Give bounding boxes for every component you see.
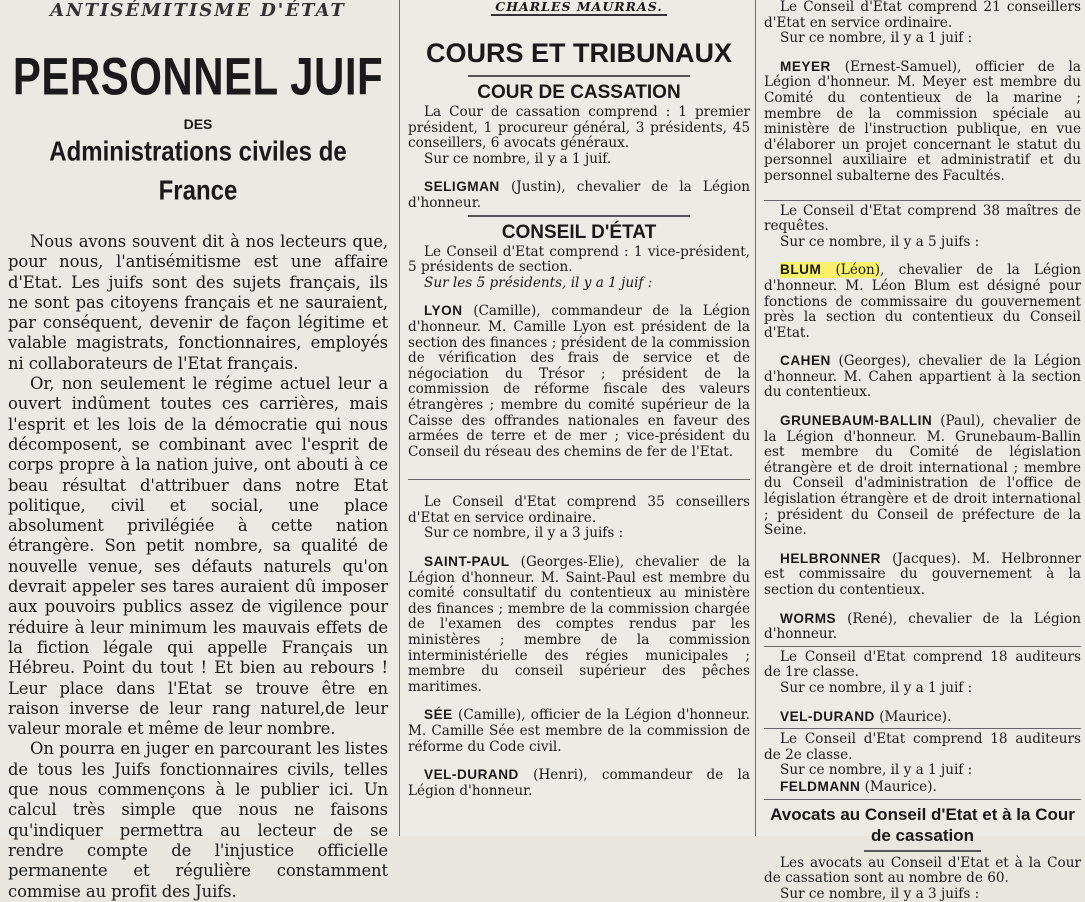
paragraph: Le Conseil d'Etat comprend : 1 vice-président, 5 présidents de section. — [408, 243, 750, 276]
section-heading: COURS ET TRIBUNAUX — [425, 38, 732, 68]
entry-name: BLUM — [780, 262, 822, 278]
spacer — [764, 599, 1081, 611]
entry-text: (Jacques). M. Helbronner est commissaire du gouvernement à la section du contentieux. — [764, 550, 1082, 598]
kicker: ANTISÉMITISME D'ÉTAT — [50, 0, 346, 21]
entry — [764, 779, 1081, 796]
entry-text: (Camille), commandeur de la Légion d'honneur. M. Camille Lyon est président de la section des finances ; président de la commission de vérification des frais de service et de négociation du Trésor ; président de la commission de réforme fiscale des valeurs étrangères ; membre du comité supérieur de la Caisse des offrandes nationales en faveur des armées de terre et de mer ; vice-président du Conseil du réseau des chemins de fer de l'Etat. — [408, 303, 750, 460]
spacer — [408, 167, 750, 179]
entry — [408, 303, 750, 460]
count-line: Sur les 5 présidents, il y a 1 juif : — [424, 274, 653, 291]
divider — [764, 728, 1081, 729]
entry-text: (Camille), officier de la Légion d'honneur. M. Camille Sée est membre de la commission de réforme du Code civil. — [408, 707, 750, 755]
count-line: Sur ce nombre, il y a 1 juif : — [780, 679, 973, 696]
entry-name: HELBRONNER — [780, 550, 881, 566]
entry-name: LYON — [424, 303, 463, 319]
entry — [764, 353, 1081, 401]
entry — [408, 767, 750, 799]
divider — [764, 799, 1081, 800]
entry — [764, 551, 1081, 599]
paragraph: La Cour de cassation comprend : 1 premier président, 1 procureur général, 3 présidents, 45 conseillers, 6 avocats généraux. — [408, 104, 750, 152]
spacer — [408, 291, 750, 303]
entry-name: FELDMANN — [780, 778, 861, 794]
entry-text: (Paul), chevalier de la Légion d'honneur. M. Grunebaum-Ballin est membre du Comité de législation étrangère et de droit international ; membre du Conseil d'administration de l'office de législation étrangère et de droit international ; président du Conseil de préfecture de la Seine. — [764, 413, 1081, 539]
count-line: Sur ce nombre, il y a 5 juifs : — [780, 233, 980, 250]
spacer — [764, 47, 1081, 59]
count-line: Sur ce nombre, il y a 1 juif : — [780, 30, 973, 47]
divider — [468, 75, 690, 77]
entry — [764, 709, 1081, 726]
entry-text: (Henri), commandeur de la Légion d'honneur. — [408, 767, 750, 799]
entry-name: MEYER — [780, 58, 831, 74]
count-line: Sur ce nombre, il y a 3 juifs : — [780, 885, 980, 902]
entry-text: (Justin), chevalier de la Légion d'honneur. — [408, 179, 751, 211]
entry — [408, 179, 750, 211]
subsection-heading: CONSEIL D'ÉTAT — [501, 221, 657, 243]
entry-name: VEL-DURAND — [424, 767, 519, 783]
highlight — [780, 262, 880, 278]
divider — [764, 646, 1081, 647]
count-line: Sur ce nombre, il y a 3 juifs : — [424, 525, 624, 542]
paragraph: Les avocats au Conseil d'Etat et à la Cour de cassation sont au nombre de 60. — [764, 854, 1081, 887]
entry-text: (René), chevalier de la Légion d'honneur. — [764, 610, 1081, 643]
spacer — [764, 341, 1081, 353]
paragraph: Le Conseil d'Etat comprend 21 conseillers d'Etat en service ordinaire. — [764, 0, 1081, 31]
paragraph: Le Conseil d'Etat comprend 18 auditeurs de 1re classe. — [764, 648, 1081, 681]
spacer — [764, 185, 1081, 197]
paragraph: Nous avons souvent dit à nos lecteurs que, pour nous, l'antisémitisme est une affaire d'Etat. Les juifs sont des sujets français, ils ne sont pas citoyens français et ne sauraient, par conséquent, devenir de façon légitime et valable magistrats, fonctionnaires, employés ni collaborateurs de l'Etat français. — [8, 232, 388, 373]
signature — [408, 0, 750, 14]
entry-text: (Ernest-Samuel), officier de la Légion d'honneur. M. Meyer est membre du Comité du contentieux de la marine ; membre de la commission spéciale au ministère de l'instruction publique, en vue d'élaborer un projet concernant le statut du personnel auxiliaire et administratif et du personnel subalterne des Facultés. — [764, 58, 1081, 184]
entry — [764, 413, 1081, 539]
headline: PERSONNEL JUIF — [12, 47, 384, 106]
spacer — [764, 401, 1081, 413]
entry-text: (Georges), chevalier de la Légion d'honneur. M. Cahen appartient à la section du contentieux. — [764, 353, 1082, 401]
subsection-heading: Avocats au Conseil d'Etat et à la Cour de cassation — [770, 804, 1075, 845]
entry-text: (Maurice). — [864, 778, 937, 795]
column-editorial — [0, 0, 400, 901]
paragraph: On pourra en juger en parcourant les listes de tous les Juifs fonctionnaires civils, telles que nous commençons à le publier ici. Un calcul très simple que nous ne faisons qu'indiquer permettra au lecteur de se rendre compte de l'injustice officielle permanente et régulière constamment commise au profit des Juifs. — [8, 739, 388, 901]
spacer — [408, 695, 750, 707]
paragraph: Or, non seulement le régime actuel leur a ouvert indûment toutes ces carrières, mais l'esprit et les lois de la démocratie qui nous décomposent, se combinant avec l'esprit de corps propre à la nation juive, ont abouti à ce beau résultat d'attribuer dans notre Etat politique, civil et social, une place absolument privilégiée à cette nation étrangère. Son petit nombre, sa qualité de nouvelle venue, ses défauts naturels qu'on devrait appeler ses tares auraient dû imposer aux pouvoirs publics assez de vigilence pour réduire à leur minimum les mauvais effets de la fiction légale qui appelle Français un Hébreu. Point du tout ! Et bien au rebours ! Leur place dans l'Etat se trouve être en raison inverse de leur rang naturel,de leur valeur morale et même de leur nombre. — [8, 374, 388, 739]
divider — [468, 215, 690, 217]
entry — [408, 707, 750, 755]
paragraph: Le Conseil d'Etat comprend 38 maîtres de requêtes. — [764, 202, 1081, 235]
count-line: Sur ce nombre, il y a 1 juif : — [780, 762, 973, 779]
paragraph: Le Conseil d'Etat comprend 18 auditeurs de 2e classe. — [764, 731, 1081, 763]
column-council — [756, 0, 1085, 902]
spacer — [764, 250, 1081, 262]
entry-name: SÉE — [424, 707, 453, 723]
entry-text: , chevalier de la Légion d'honneur. M. Léon Blum est désigné pour fonctions de commissaire du gouvernement près la section du contentieux du Conseil d'Etat. — [764, 262, 1081, 341]
entry — [764, 262, 1081, 341]
divider — [764, 200, 1081, 201]
spacer — [408, 755, 750, 767]
entry-text: (Georges-Elie), chevalier de la Légion d'honneur. M. Saint-Paul est membre du comité consultatif du contentieux au ministère des finances ; membre de la commission chargée de l'examen des comptes rendus par les ministères ; membre de la commission interministérielle des régies municipales ; membre du conseil supérieur des pêches maritimes. — [408, 554, 750, 695]
entry — [764, 59, 1081, 185]
divider — [864, 850, 981, 852]
entry-firstname: (Léon) — [835, 262, 881, 279]
signature-text: CHARLES MAURRAS. — [491, 0, 666, 16]
entry-name: SAINT-PAUL — [424, 554, 510, 570]
spacer — [408, 460, 750, 476]
entry-name: WORMS — [780, 610, 837, 626]
entry — [764, 611, 1081, 643]
spacer — [764, 697, 1081, 709]
column-courts — [400, 0, 756, 836]
entry-name: VEL-DURAND — [780, 708, 875, 724]
entry-name: CAHEN — [780, 353, 831, 369]
entry-name: GRUNEBAUM-BALLIN — [780, 413, 933, 429]
spacer — [764, 539, 1081, 551]
entry — [408, 554, 750, 695]
count-line: Sur ce nombre, il y a 1 juif. — [424, 150, 612, 167]
subheadline: Administrations civiles de France — [49, 136, 347, 207]
divider — [408, 479, 750, 480]
subsection-heading: COUR DE CASSATION — [477, 82, 681, 103]
entry-text: (Maurice). — [879, 708, 952, 725]
entry-name: SELIGMAN — [424, 179, 500, 195]
paragraph: Le Conseil d'Etat comprend 35 conseillers d'Etat en service ordinaire. — [408, 494, 750, 526]
spacer — [408, 542, 750, 554]
headline-connector: DES — [183, 116, 213, 132]
